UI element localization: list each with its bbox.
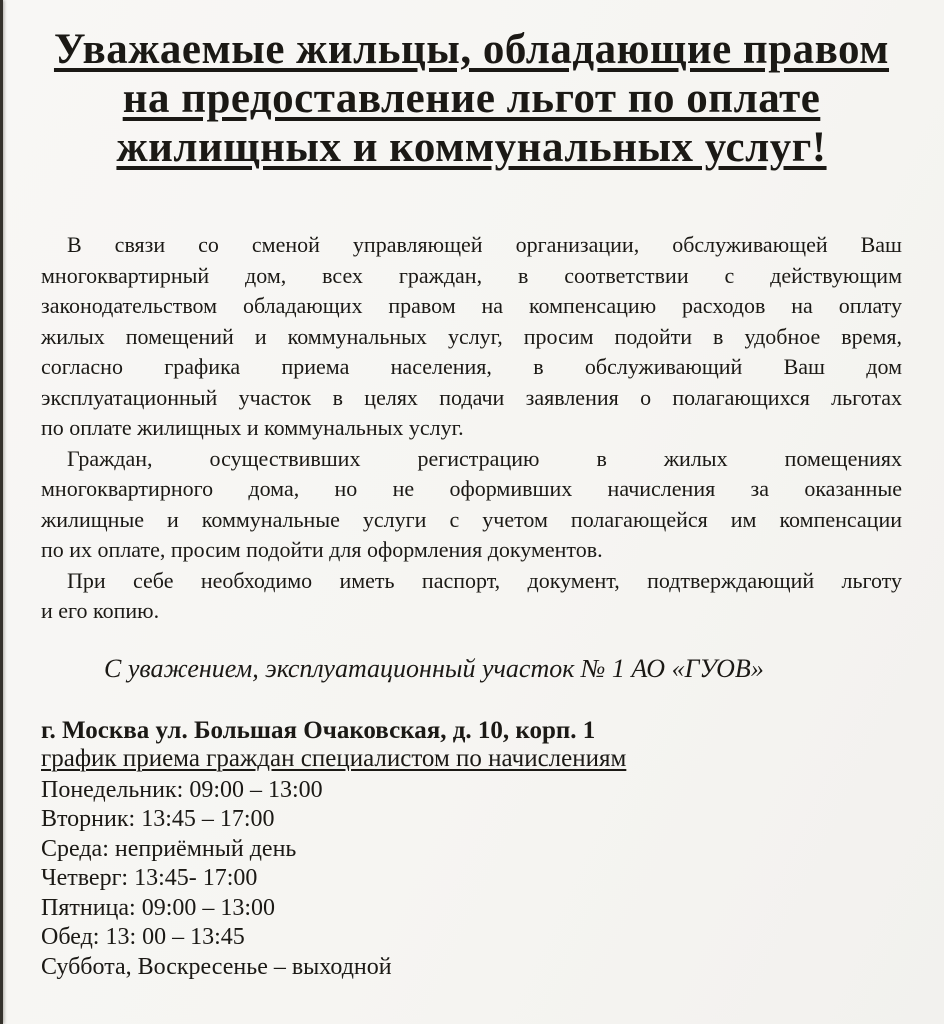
address-line: г. Москва ул. Большая Очаковская, д. 10, корп. 1 [41,716,596,744]
paragraph-line: по оплате жилищных и коммунальных услуг. [41,415,464,440]
paragraph-line: жилых помещений и коммунальных услуг, просим подойти в удобное время, [41,323,902,349]
paragraph-line: Граждан, осуществивших регистрацию в жилых помещениях [67,445,902,471]
schedule-line-weekend: Суббота, Воскресенье – выходной [41,953,392,980]
paragraph-line: согласно графика приема населения, в обслуживающий Ваш дом [41,354,902,379]
schedule-list [41,776,902,983]
notice-title-line-2: на предоставление льгот по оплате [122,75,821,122]
body-paragraph-3 [41,566,902,627]
notice-content [41,25,902,982]
scan-edge-artifact [0,0,3,1024]
signature-line: С уважением, эксплуатационный участок № 1 АО «ГУОВ» [104,653,764,683]
paragraph-line: В связи со сменой управляющей организации, обслуживающей Ваш [67,232,902,257]
paragraph-line: многоквартирного дома, но не оформивших начисления за оказанные [41,476,902,501]
body-paragraph-2 [41,444,902,566]
paragraph-line: законодательством обладающих правом на компенсацию расходов на оплату [41,293,902,318]
schedule-heading: график приема граждан специалистом по начислениям [41,744,627,772]
schedule-line-wednesday: Среда: неприёмный день [41,835,297,862]
schedule-line-tuesday: Вторник: 13:45 – 17:00 [41,806,275,832]
schedule-line-lunch: Обед: 13: 00 – 13:45 [41,924,245,950]
notice-title-line-1: Уважаемые жильцы, обладающие правом [53,26,890,73]
paragraph-line: многоквартирный дом, всех граждан, в соответствии с действующим [41,262,902,288]
paragraph-line: и его копию. [41,598,160,623]
schedule-line-monday: Понедельник: 09:00 – 13:00 [41,776,323,803]
notice-title-line-3: жилищных и коммунальных услуг! [116,124,827,171]
schedule-line-thursday: Четверг: 13:45- 17:00 [41,865,258,891]
paragraph-line: эксплуатационный участок в целях подачи заявления о полагающихся льготах [41,384,902,410]
notice-body [41,230,902,627]
body-paragraph-1 [41,230,902,444]
paragraph-line: жилищные и коммунальные услуги с учетом полагающейся им компенсации [41,506,902,532]
paragraph-line: по их оплате, просим подойти для оформления документов. [41,537,603,562]
paragraph-line: При себе необходимо иметь паспорт, документ, подтверждающий льготу [67,567,902,593]
schedule-line-friday: Пятница: 09:00 – 13:00 [41,894,276,921]
notice-title [41,25,902,172]
